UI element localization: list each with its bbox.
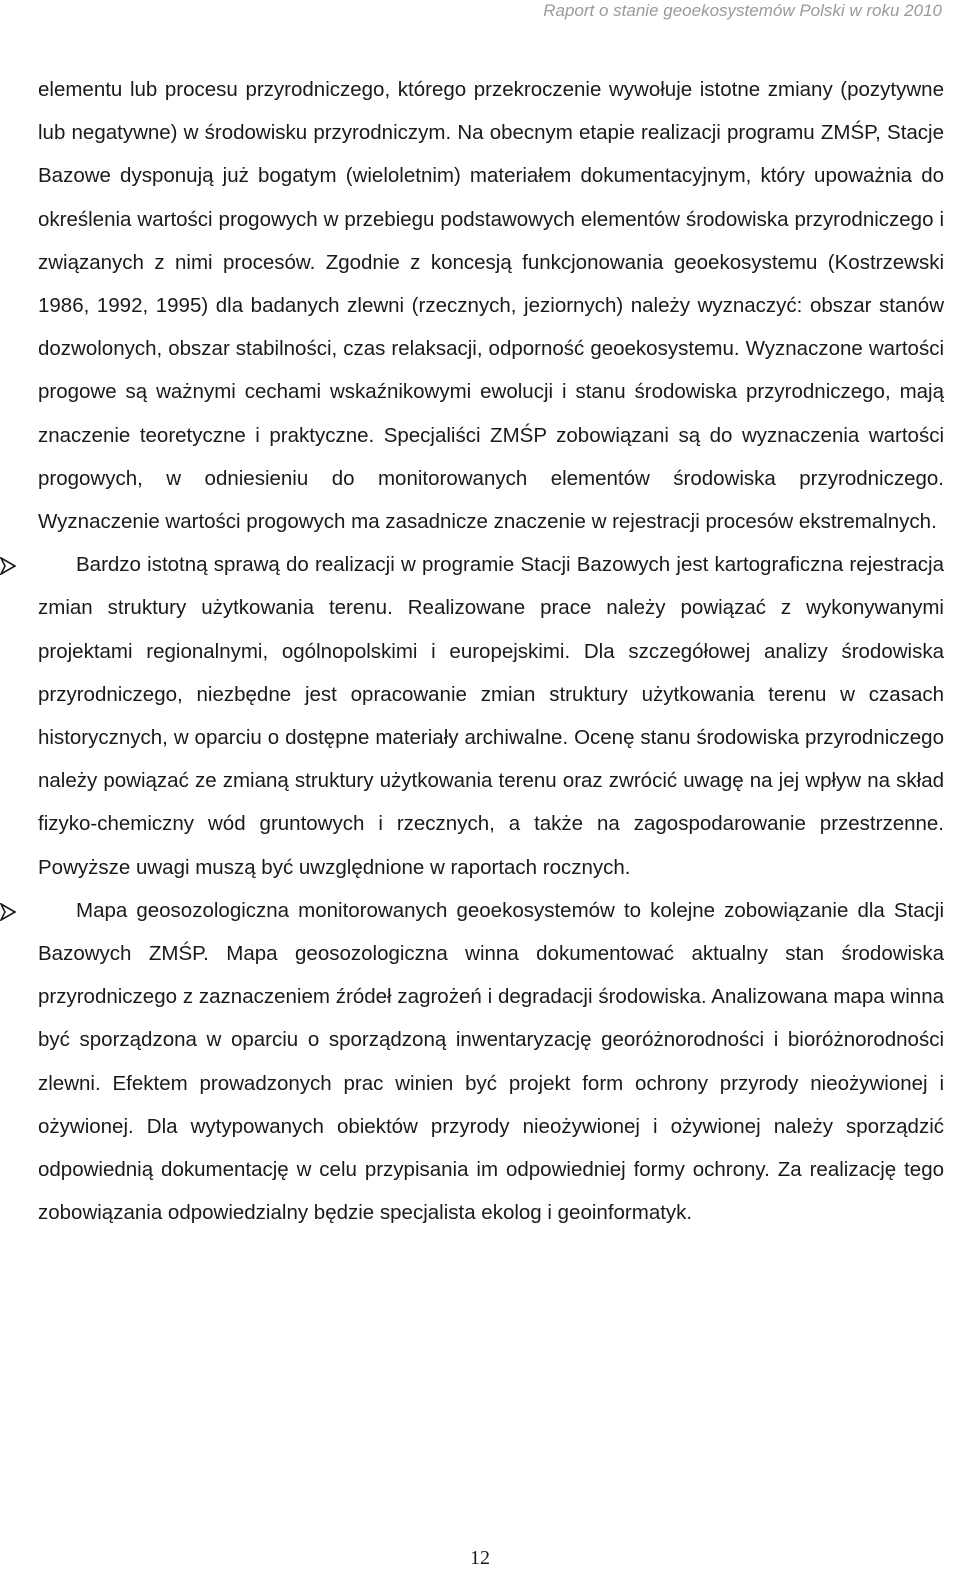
bullet-item-geosozological-map <box>38 889 944 1235</box>
bullet-text: Mapa geosozologiczna monitorowanych geoekosystemów to kolejne zobowiązanie dla Stacji Bazowych ZMŚP. Mapa geosozologiczna winna dokumentować aktualny stan środowiska przyrodniczego z zaznaczeniem źródeł zagrożeń i degradacji środowiska. Analizowana mapa winna być sporządzona w oparciu o sporządzoną inwentaryzację georóżnorodności i bioróżnorodności zlewni. Efektem prowadzonych prac winien być projekt form ochrony przyrody nieożywionej i ożywionej. Dla wytypowanych obiektów przyrody nieożywionej i ożywionej należy sporządzić odpowiednią dokumentację w celu przypisania im odpowiedniej formy ochrony. Za realizację tego zobowiązania odpowiedzialny będzie specjalista ekolog i geoinformatyk. <box>38 898 944 1225</box>
arrowhead-bullet-icon <box>0 557 16 575</box>
arrowhead-bullet-icon <box>0 903 16 921</box>
page-number: 12 <box>470 1547 490 1569</box>
paragraph-continued: elementu lub procesu przyrodniczego, którego przekroczenie wywołuje istotne zmiany (pozytywne lub negatywne) w środowisku przyrodniczym. Na obecnym etapie realizacji programu ZMŚP, Stacje Bazowe dysponują już bogatym (wieloletnim) materiałem dokumentacyjnym, który upoważnia do określenia wartości progowych w przebiegu podstawowych elementów środowiska przyrodniczego i związanych z nimi procesów. Zgodnie z koncesją funkcjonowania geoekosystemu (Kostrzewski 1986, 1992, 1995) dla badanych zlewni (rzecznych, jeziornych) należy wyznaczyć: obszar stanów dozwolonych, obszar stabilności, czas relaksacji, odporność geoekosystemu. Wyznaczone wartości progowe są ważnymi cechami wskaźnikowymi ewolucji i stanu środowiska przyrodniczego, mają znaczenie teoretyczne i praktyczne. Specjaliści ZMŚP zobowiązani są do wyznaczenia wartości progowych, w odniesieniu do monitorowanych elementów środowiska przyrodniczego. Wyznaczenie wartości progowych ma zasadnicze znaczenie w rejestracji procesów ekstremalnych. <box>38 78 944 534</box>
bullet-item-land-use <box>38 543 944 889</box>
running-header: Raport o stanie geoekosystemów Polski w roku 2010 <box>543 1 942 20</box>
body-text <box>38 68 944 1234</box>
bullet-text: Bardzo istotną sprawą do realizacji w programie Stacji Bazowych jest kartograficzna rejestracja zmian struktury użytkowania terenu. Realizowane prace należy powiązać z wykonywanymi projektami regionalnymi, ogólnopolskimi i europejskimi. Dla szczegółowej analizy środowiska przyrodniczego, niezbędne jest opracowanie zmian struktury użytkowania terenu w czasach historycznych, w oparciu o dostępne materiały archiwalne. Ocenę stanu środowiska przyrodniczego należy powiązać ze zmianą struktury użytkowania terenu oraz zwrócić uwagę na jej wpływ na skład fizyko-chemiczny wód gruntowych i rzecznych, a także na zagospodarowanie przestrzenne. Powyższe uwagi muszą być uwzględnione w raportach rocznych. <box>38 553 944 879</box>
